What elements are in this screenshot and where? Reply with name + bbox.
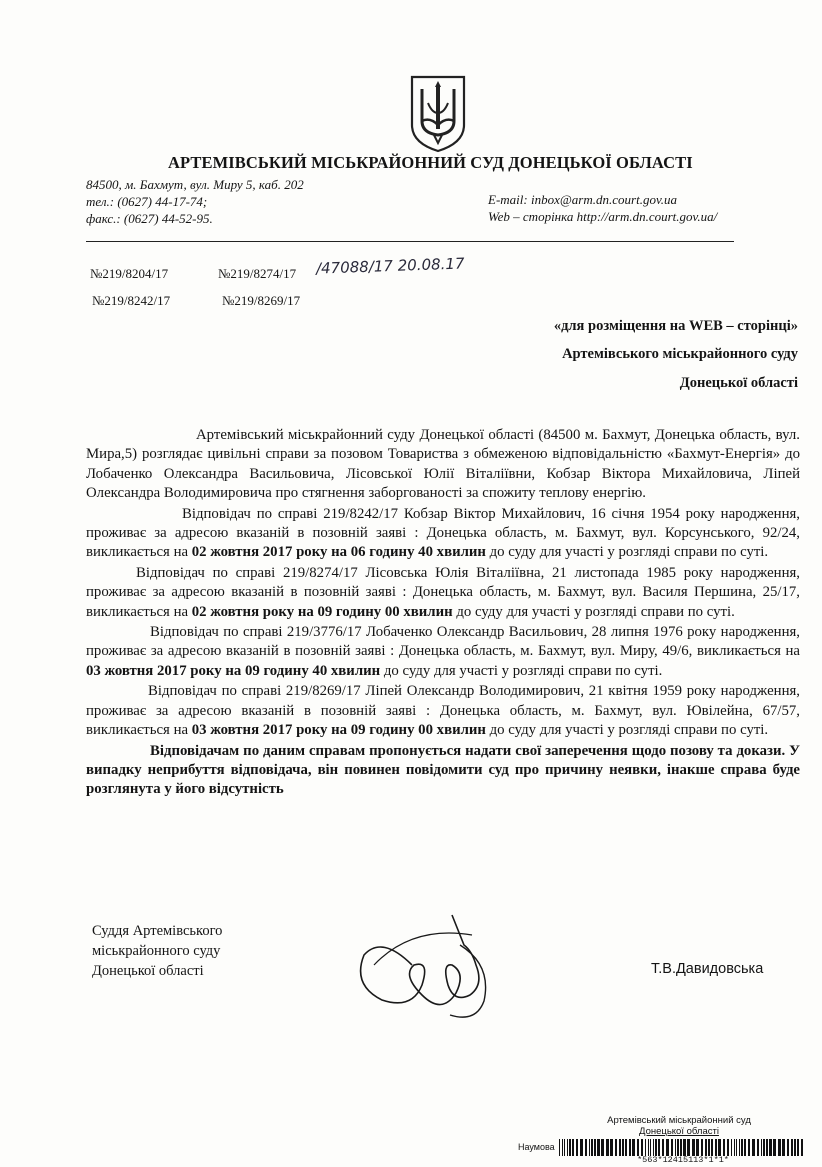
court-phone: тел.: (0627) 44-17-74; — [86, 194, 208, 209]
barcode-icon — [559, 1139, 805, 1156]
case-number: №219/8269/17 — [222, 293, 301, 308]
closing-paragraph: Відповідачам по даним справам пропонується надати свої заперечення щодо позову та докази. У випадку неприбуття відповідача, він повинен повідомити суд про причину неявки, інакше справа буде розглянута у його відсутність — [86, 742, 800, 798]
court-fax: факс.: (0627) 44-52-95. — [86, 211, 213, 226]
notice-body — [86, 426, 800, 801]
court-online-contacts — [488, 191, 717, 225]
addressee-line: Артемівського міськрайонного суду — [562, 346, 798, 362]
court-name: АРТЕМІВСЬКИЙ МІСЬКРАЙОННИЙ СУД ДОНЕЦЬКОЇ ОБЛАСТІ — [168, 153, 693, 172]
handwritten-registration-mark: /47088/17 20.08.17 — [315, 254, 465, 278]
handwritten-signature — [352, 905, 502, 1045]
defendant-paragraph: Відповідач по справі 219/8242/17 Кобзар Віктор Михайлович, 16 січня 1954 року народження, проживає за адресою вказаній в позовній заяві : Донецька область, м. Бахмут, вул. Корсунського, 92/24, викликається на 02 жовтня 2017 року на 06 годину 40 хвилин до суду для участі у розгляді справи по суті. — [86, 505, 800, 561]
court-address: 84500, м. Бахмут, вул. Миру 5, каб. 202 — [86, 177, 304, 192]
judge-name: Т.В.Давидовська — [651, 961, 764, 977]
registry-stamp: Артемівський міськрайонний суд Донецької області — [607, 1115, 751, 1137]
addressee-line: Донецької області — [679, 375, 798, 391]
barcode-number: *563*12415113*1*1* — [637, 1155, 729, 1165]
defendant-paragraph: Відповідач по справі 219/3776/17 Лобаченко Олександр Васильович, 28 липня 1976 року народження, проживає за адресою вказаній в позовній заяві : Донецька область, м. Бахмут, вул. Миру, 49/6, викликається на 03 жовтня 2017 року на 09 годину 40 хвилин до суду для участі у розгляді справи по суті. — [86, 624, 800, 679]
case-number: №219/8242/17 — [92, 293, 171, 308]
case-number: №219/8204/17 — [90, 266, 169, 281]
defendant-paragraph: Відповідач по справі 219/8274/17 Лісовська Юлія Віталіївна, 21 листопада 1985 року народження, проживає за адресою вказаній в позовній заяві : Донецька область, м. Бахмут, вул. Василя Першина, 25/17, викликається на 02 жовтня року на 09 годину 00 хвилин до суду для участі у розгляді справи по суті. — [86, 564, 800, 620]
intro-paragraph: Артемівський міськрайонний суду Донецької області (84500 м. Бахмут, Донецька область, вул. Мира,5) розглядає цивільні справи за позовом Товариства з обмеженою відповідальністю «Бахмут-Енергія» до Лобаченко Олександра Васильовича, Лісовської Юлії Віталіївни, Кобзар Віктора Михайловича, Ліпей Олександра Володимировича про стягнення заборгованості за спожиту теплову енергію. — [86, 427, 800, 502]
coat-of-arms-icon — [408, 73, 468, 153]
addressee-line: «для розміщення на WEB – сторінці» — [553, 318, 798, 334]
judge-title: Суддя Артемівського міськрайонного суду Донецької області — [92, 923, 223, 979]
court-website: Web – сторінка http://arm.dn.court.gov.ua/ — [488, 209, 718, 224]
header-divider — [86, 241, 734, 242]
court-email: E-mail: inbox@arm.dn.court.gov.ua — [488, 192, 677, 207]
court-contacts — [86, 176, 304, 227]
defendant-paragraph: Відповідач по справі 219/8269/17 Ліпей Олександр Володимирович, 21 квітня 1959 року народження, проживає за адресою вказаній в позовній заяві : Донецька область, м. Бахмут, вул. Ювілейна, 67/57, викликається на 03 жовтня 2017 року на 09 годину 00 хвилин до суду для участі у розгляді справи по суті. — [86, 683, 800, 739]
operator-name: Наумова — [518, 1142, 555, 1152]
case-number: №219/8274/17 — [218, 266, 297, 281]
